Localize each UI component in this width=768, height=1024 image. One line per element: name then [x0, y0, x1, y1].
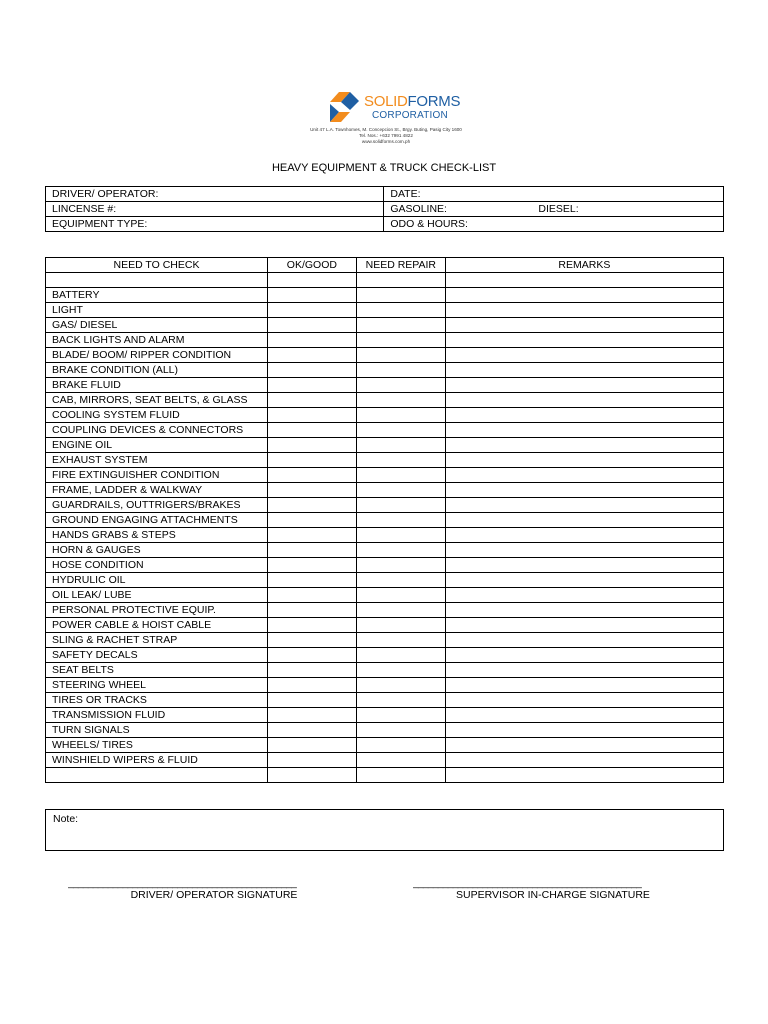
remarks-cell[interactable] — [445, 648, 723, 663]
company-phone: Tel. Nos.: +632 7991 4822 — [359, 133, 413, 138]
check-item-label: FRAME, LADDER & WALKWAY — [46, 483, 268, 498]
check-item-label: BACK LIGHTS AND ALARM — [46, 333, 268, 348]
check-item-label: HORN & GAUGES — [46, 543, 268, 558]
check-item-label: HYDRULIC OIL — [46, 573, 268, 588]
remarks-cell[interactable] — [445, 513, 723, 528]
table-row — [46, 543, 724, 558]
fuel-field[interactable] — [384, 202, 724, 217]
table-row — [46, 423, 724, 438]
ok-good-cell[interactable] — [267, 468, 356, 483]
table-row — [46, 678, 724, 693]
table-row — [46, 273, 724, 288]
need-repair-cell[interactable] — [356, 558, 445, 573]
company-website: www.solidforms.com.ph — [361, 139, 411, 144]
check-item-label: COUPLING DEVICES & CONNECTORS — [46, 423, 268, 438]
ok-good-cell[interactable] — [267, 753, 356, 768]
ok-good-cell[interactable] — [267, 663, 356, 678]
check-item-label: WHEELS/ TIRES — [46, 738, 268, 753]
check-item-label: GUARDRAILS, OUTTRIGERS/BRAKES — [46, 498, 268, 513]
remarks-cell[interactable] — [445, 678, 723, 693]
check-item-label: GROUND ENGAGING ATTACHMENTS — [46, 513, 268, 528]
table-row — [46, 378, 724, 393]
check-item-label: TRANSMISSION FLUID — [46, 708, 268, 723]
need-repair-cell[interactable] — [356, 333, 445, 348]
remarks-cell[interactable] — [445, 453, 723, 468]
need-repair-cell[interactable] — [356, 723, 445, 738]
check-item-label: STEERING WHEEL — [46, 678, 268, 693]
need-repair-cell[interactable] — [356, 498, 445, 513]
table-row — [46, 408, 724, 423]
check-item-label: OIL LEAK/ LUBE — [46, 588, 268, 603]
need-repair-cell[interactable] — [356, 438, 445, 453]
brand-part-solid: SOLID — [364, 93, 408, 110]
table-row — [46, 633, 724, 648]
ok-good-cell[interactable] — [267, 408, 356, 423]
ok-good-cell[interactable] — [267, 543, 356, 558]
check-item-label: BLADE/ BOOM/ RIPPER CONDITION — [46, 348, 268, 363]
ok-good-cell[interactable] — [267, 528, 356, 543]
remarks-cell[interactable] — [445, 408, 723, 423]
check-item-label: EXHAUST SYSTEM — [46, 453, 268, 468]
table-row — [46, 453, 724, 468]
need-repair-cell[interactable] — [356, 588, 445, 603]
need-repair-cell[interactable] — [356, 693, 445, 708]
info-row — [46, 202, 724, 217]
equipment-type-field[interactable]: EQUIPMENT TYPE: — [46, 217, 384, 232]
remarks-cell[interactable] — [445, 543, 723, 558]
odo-hours-field[interactable]: ODO & HOURS: — [384, 217, 724, 232]
table-row — [46, 513, 724, 528]
ok-good-cell[interactable] — [267, 573, 356, 588]
remarks-cell[interactable] — [445, 273, 723, 288]
supervisor-signature-line[interactable]: ______________________________________________ — [413, 878, 642, 889]
ok-good-cell[interactable] — [267, 453, 356, 468]
check-item-label: GAS/ DIESEL — [46, 318, 268, 333]
need-repair-cell[interactable] — [356, 318, 445, 333]
ok-good-cell[interactable] — [267, 423, 356, 438]
need-repair-cell[interactable] — [356, 603, 445, 618]
table-row — [46, 318, 724, 333]
table-row — [46, 588, 724, 603]
need-repair-cell[interactable] — [356, 423, 445, 438]
need-repair-cell[interactable] — [356, 378, 445, 393]
check-item-label: COOLING SYSTEM FLUID — [46, 408, 268, 423]
ok-good-cell[interactable] — [267, 618, 356, 633]
need-repair-cell[interactable] — [356, 468, 445, 483]
remarks-cell[interactable] — [445, 633, 723, 648]
need-repair-cell[interactable] — [356, 303, 445, 318]
need-repair-cell[interactable] — [356, 573, 445, 588]
need-repair-cell[interactable] — [356, 483, 445, 498]
company-address: Unit 47 L.A. Townhomes, M. Concepcion St., Brgy. Buting, Pasig City 1600 — [310, 127, 462, 132]
need-repair-cell[interactable] — [356, 633, 445, 648]
remarks-cell[interactable] — [445, 768, 723, 783]
checklist-header-row — [46, 258, 724, 273]
ok-good-cell[interactable] — [267, 648, 356, 663]
remarks-cell[interactable] — [445, 588, 723, 603]
driver-signature-line[interactable]: ______________________________________________ — [68, 878, 297, 889]
solidforms-logo-icon — [330, 91, 360, 123]
remarks-cell[interactable] — [445, 438, 723, 453]
brand-subtitle: CORPORATION — [372, 110, 448, 121]
check-item-label: BRAKE FLUID — [46, 378, 268, 393]
ok-good-cell[interactable] — [267, 558, 356, 573]
table-row — [46, 723, 724, 738]
table-row — [46, 768, 724, 783]
check-item-label: HANDS GRABS & STEPS — [46, 528, 268, 543]
check-item-label: SAFETY DECALS — [46, 648, 268, 663]
check-item-label: TIRES OR TRACKS — [46, 693, 268, 708]
ok-good-cell[interactable] — [267, 348, 356, 363]
ok-good-cell[interactable] — [267, 708, 356, 723]
check-item-label: SLING & RACHET STRAP — [46, 633, 268, 648]
remarks-cell[interactable] — [445, 363, 723, 378]
check-item-label: CAB, MIRRORS, SEAT BELTS, & GLASS — [46, 393, 268, 408]
brand-part-forms: FORMS — [407, 93, 461, 110]
need-repair-cell[interactable] — [356, 663, 445, 678]
need-repair-cell[interactable] — [356, 513, 445, 528]
table-row — [46, 363, 724, 378]
table-row — [46, 738, 724, 753]
need-repair-cell[interactable] — [356, 618, 445, 633]
table-row — [46, 498, 724, 513]
ok-good-cell[interactable] — [267, 693, 356, 708]
header-need-repair: NEED REPAIR — [356, 258, 445, 273]
company-logo — [300, 88, 472, 152]
remarks-cell[interactable] — [445, 573, 723, 588]
ok-good-cell[interactable] — [267, 768, 356, 783]
check-item-label — [46, 768, 268, 783]
remarks-cell[interactable] — [445, 708, 723, 723]
note-label: Note: — [53, 813, 79, 825]
ok-good-cell[interactable] — [267, 333, 356, 348]
table-row — [46, 528, 724, 543]
license-field[interactable]: LINCENSE #: — [46, 202, 384, 217]
supervisor-signature-label: SUPERVISOR IN-CHARGE SIGNATURE — [456, 889, 650, 901]
ok-good-cell[interactable] — [267, 723, 356, 738]
ok-good-cell[interactable] — [267, 678, 356, 693]
table-row — [46, 663, 724, 678]
table-row — [46, 693, 724, 708]
remarks-cell[interactable] — [445, 753, 723, 768]
ok-good-cell[interactable] — [267, 363, 356, 378]
ok-good-cell[interactable] — [267, 288, 356, 303]
ok-good-cell[interactable] — [267, 303, 356, 318]
need-repair-cell[interactable] — [356, 738, 445, 753]
table-row — [46, 648, 724, 663]
check-item-label: POWER CABLE & HOIST CABLE — [46, 618, 268, 633]
check-item-label: TURN SIGNALS — [46, 723, 268, 738]
ok-good-cell[interactable] — [267, 633, 356, 648]
remarks-cell[interactable] — [445, 723, 723, 738]
checklist-body — [46, 273, 724, 783]
table-row — [46, 468, 724, 483]
table-row — [46, 708, 724, 723]
table-row — [46, 393, 724, 408]
driver-signature-label: DRIVER/ OPERATOR SIGNATURE — [130, 889, 298, 901]
remarks-cell[interactable] — [445, 528, 723, 543]
need-repair-cell[interactable] — [356, 393, 445, 408]
need-repair-cell[interactable] — [356, 768, 445, 783]
table-row — [46, 558, 724, 573]
check-item-label: SEAT BELTS — [46, 663, 268, 678]
info-row — [46, 187, 724, 202]
ok-good-cell[interactable] — [267, 738, 356, 753]
date-field[interactable]: DATE: — [384, 187, 724, 202]
ok-good-cell[interactable] — [267, 588, 356, 603]
ok-good-cell[interactable] — [267, 483, 356, 498]
check-item-label: WINSHIELD WIPERS & FLUID — [46, 753, 268, 768]
table-row — [46, 603, 724, 618]
diesel-label: DIESEL: — [538, 203, 579, 215]
check-item-label: PERSONAL PROTECTIVE EQUIP. — [46, 603, 268, 618]
ok-good-cell[interactable] — [267, 513, 356, 528]
checklist-table — [45, 257, 724, 783]
remarks-cell[interactable] — [445, 603, 723, 618]
remarks-cell[interactable] — [445, 483, 723, 498]
need-repair-cell[interactable] — [356, 678, 445, 693]
header-need-to-check: NEED TO CHECK — [46, 258, 268, 273]
check-item-label: HOSE CONDITION — [46, 558, 268, 573]
remarks-cell[interactable] — [445, 378, 723, 393]
need-repair-cell[interactable] — [356, 543, 445, 558]
need-repair-cell[interactable] — [356, 528, 445, 543]
need-repair-cell[interactable] — [356, 408, 445, 423]
remarks-cell[interactable] — [445, 738, 723, 753]
remarks-cell[interactable] — [445, 468, 723, 483]
need-repair-cell[interactable] — [356, 363, 445, 378]
need-repair-cell[interactable] — [356, 288, 445, 303]
need-repair-cell[interactable] — [356, 273, 445, 288]
remarks-cell[interactable] — [445, 303, 723, 318]
table-row — [46, 333, 724, 348]
remarks-cell[interactable] — [445, 288, 723, 303]
need-repair-cell[interactable] — [356, 648, 445, 663]
need-repair-cell[interactable] — [356, 753, 445, 768]
check-item-label: ENGINE OIL — [46, 438, 268, 453]
remarks-cell[interactable] — [445, 693, 723, 708]
remarks-cell[interactable] — [445, 558, 723, 573]
need-repair-cell[interactable] — [356, 708, 445, 723]
gasoline-label: GASOLINE: — [390, 203, 447, 215]
remarks-cell[interactable] — [445, 618, 723, 633]
table-row — [46, 483, 724, 498]
check-item-label: FIRE EXTINGUISHER CONDITION — [46, 468, 268, 483]
check-item-label — [46, 273, 268, 288]
check-item-label: BATTERY — [46, 288, 268, 303]
remarks-cell[interactable] — [445, 393, 723, 408]
table-row — [46, 303, 724, 318]
table-row — [46, 348, 724, 363]
ok-good-cell[interactable] — [267, 378, 356, 393]
ok-good-cell[interactable] — [267, 318, 356, 333]
remarks-cell[interactable] — [445, 348, 723, 363]
ok-good-cell[interactable] — [267, 273, 356, 288]
check-item-label: BRAKE CONDITION (ALL) — [46, 363, 268, 378]
info-table — [45, 186, 724, 232]
table-row — [46, 573, 724, 588]
table-row — [46, 753, 724, 768]
remarks-cell[interactable] — [445, 423, 723, 438]
ok-good-cell[interactable] — [267, 498, 356, 513]
ok-good-cell[interactable] — [267, 393, 356, 408]
remarks-cell[interactable] — [445, 498, 723, 513]
ok-good-cell[interactable] — [267, 438, 356, 453]
table-row — [46, 438, 724, 453]
ok-good-cell[interactable] — [267, 603, 356, 618]
table-row — [46, 288, 724, 303]
header-ok-good: OK/GOOD — [267, 258, 356, 273]
note-box[interactable] — [45, 809, 724, 851]
remarks-cell[interactable] — [445, 333, 723, 348]
need-repair-cell[interactable] — [356, 348, 445, 363]
remarks-cell[interactable] — [445, 318, 723, 333]
driver-operator-field[interactable]: DRIVER/ OPERATOR: — [46, 187, 384, 202]
brand-name — [364, 94, 460, 109]
document-title: HEAVY EQUIPMENT & TRUCK CHECK-LIST — [271, 162, 497, 174]
header-remarks: REMARKS — [445, 258, 723, 273]
table-row — [46, 618, 724, 633]
remarks-cell[interactable] — [445, 663, 723, 678]
need-repair-cell[interactable] — [356, 453, 445, 468]
info-row — [46, 217, 724, 232]
check-item-label: LIGHT — [46, 303, 268, 318]
